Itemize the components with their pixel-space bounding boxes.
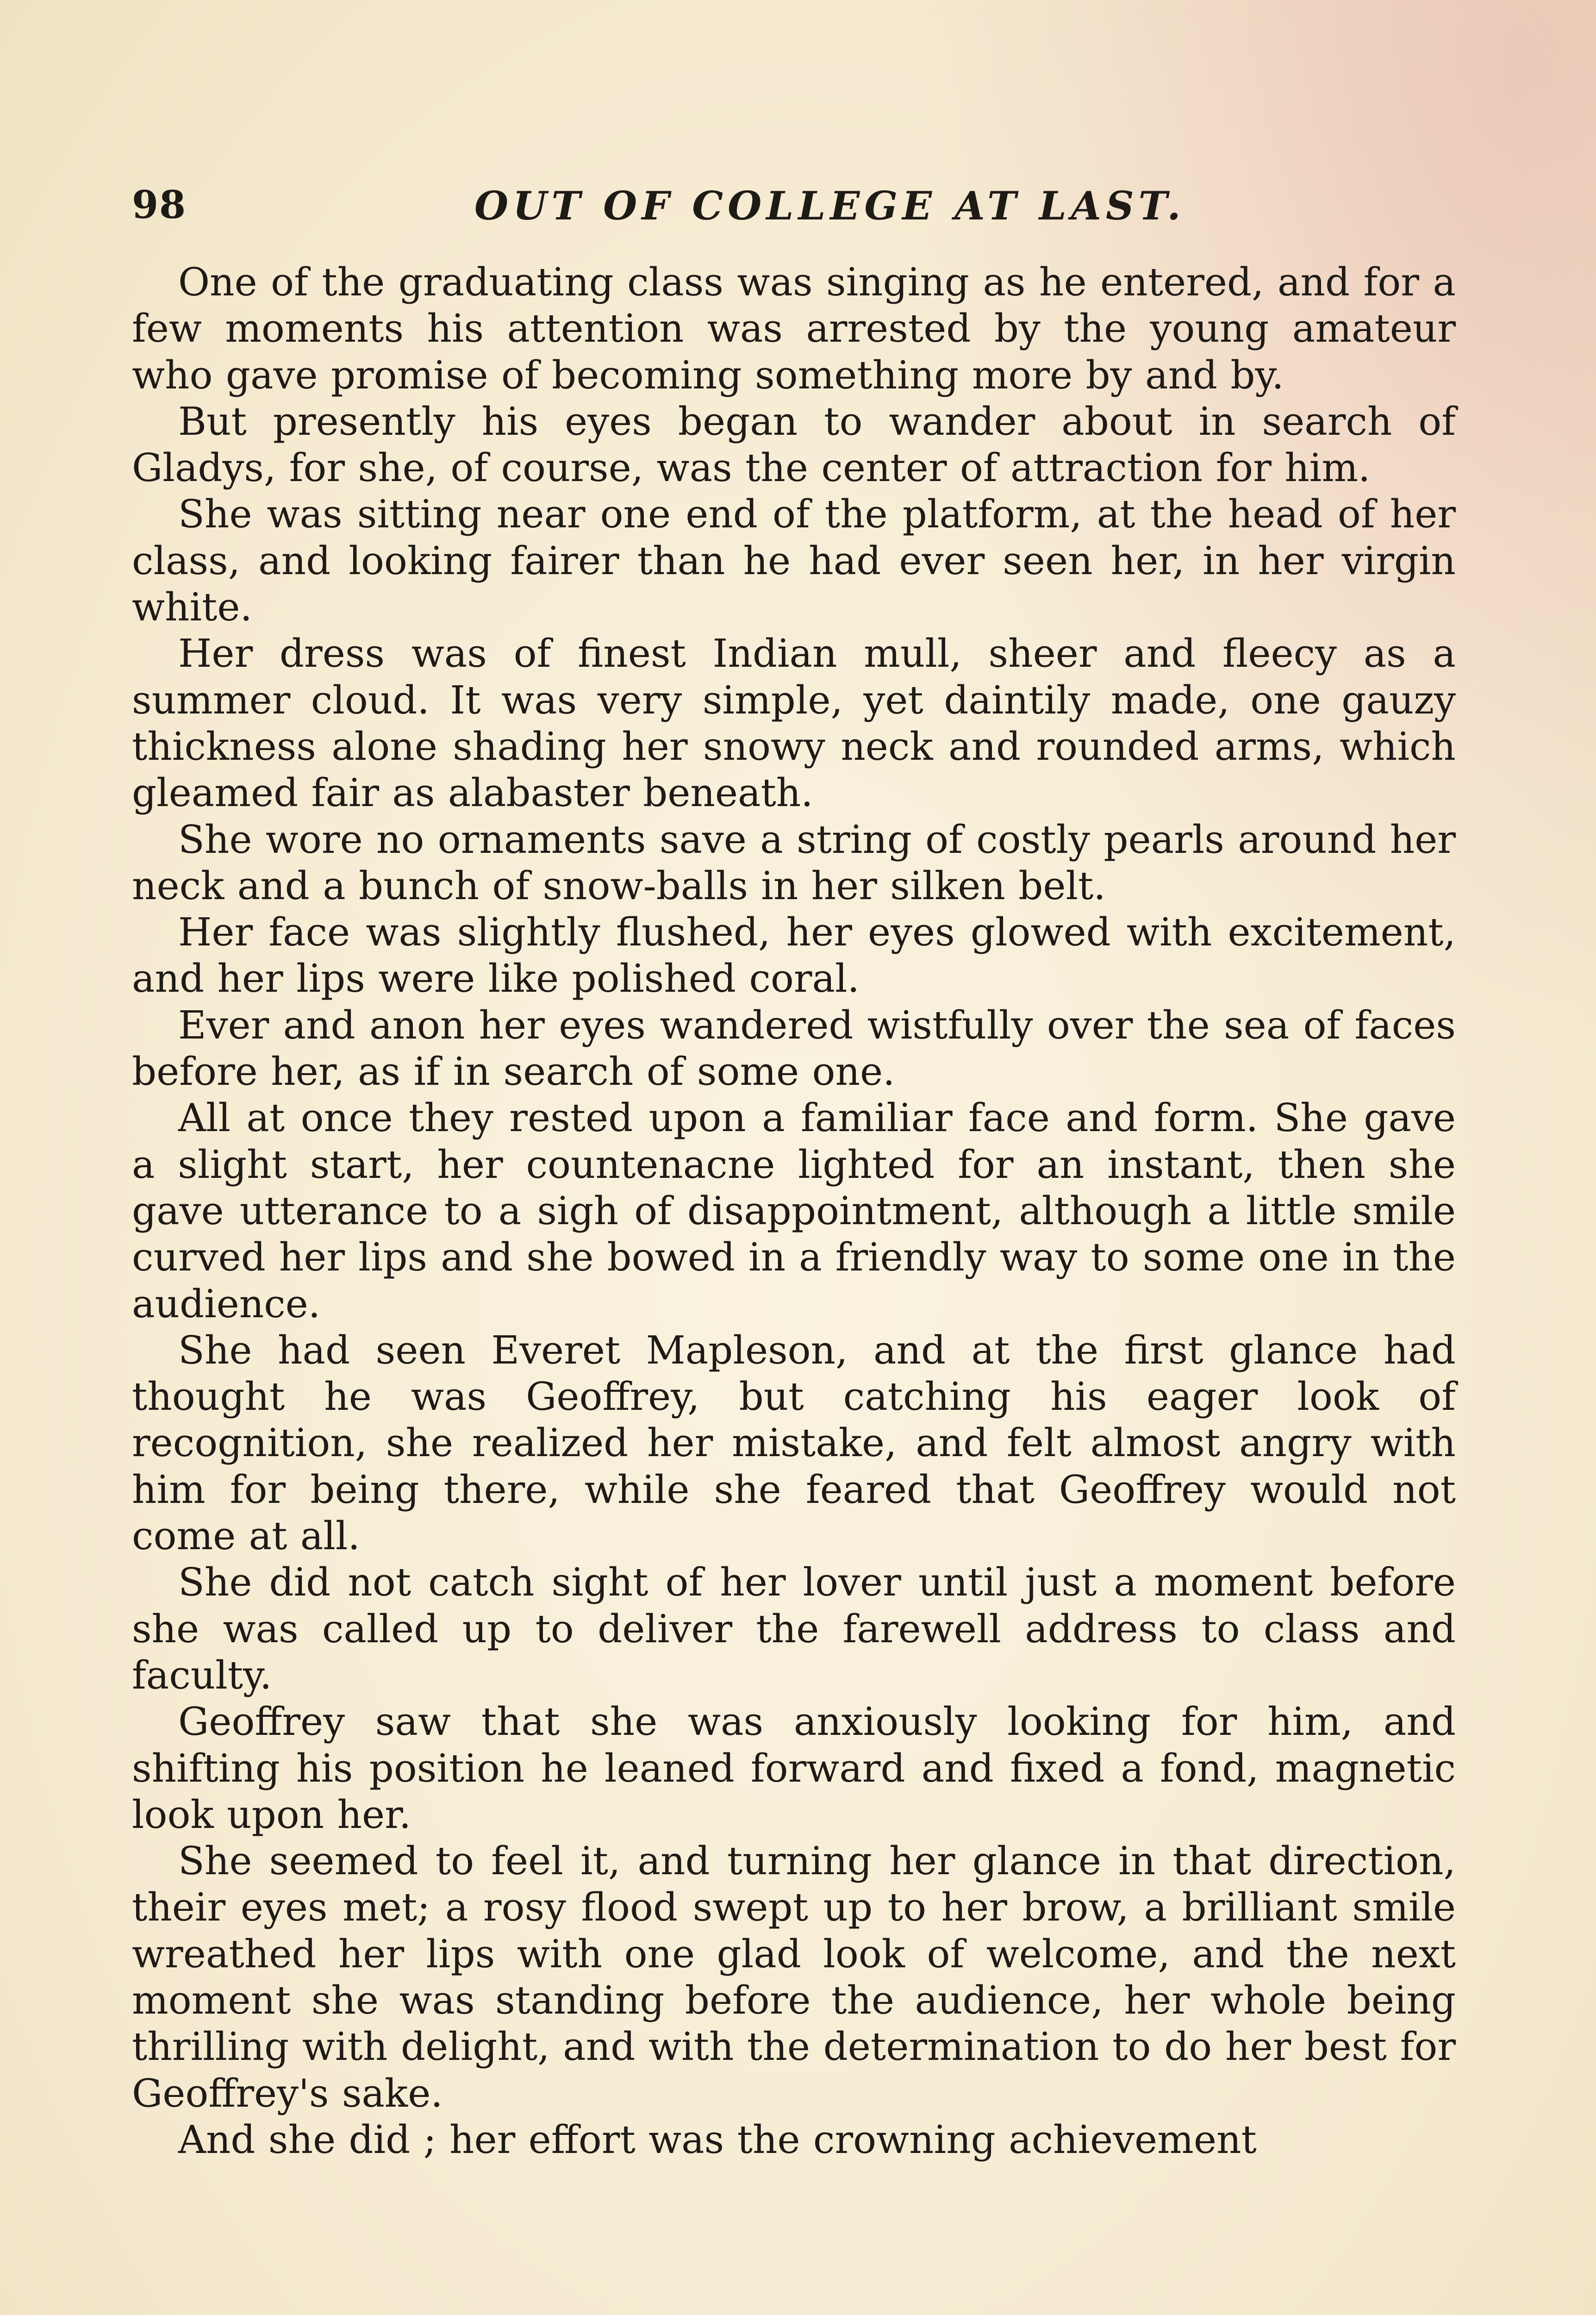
paragraph: Her face was slightly flushed, her eyes glowed with excitement, and her lips were like polished coral. [132,910,1456,1001]
paragraph: She did not catch sight of her lover until just a moment before she was called up to deliver the farewell address to class and faculty. [132,1560,1456,1698]
running-title: OUT OF COLLEGE AT LAST. [474,183,1185,229]
paragraph: Ever and anon her eyes wandered wistfully over the sea of faces before her, as if in search of some one. [132,1002,1456,1095]
paragraph: One of the graduating class was singing as he entered, and for a few moments his attention was arrested by the young amateur who gave promise of becoming something more by and by. [132,260,1456,398]
paragraph: She wore no ornaments save a string of costly pearls around her neck and a bunch of snow-balls in her silken belt. [132,817,1456,908]
paragraph: She was sitting near one end of the platform, at the head of her class, and looking fairer than he had ever seen her, in her virgin white. [132,492,1456,630]
paragraph: She had seen Everet Mapleson, and at the first glance had thought he was Geoffrey, but catching his eager look of recognition, she realized her mistake, and felt almost angry with him for being there, while she feared that Geoffrey would not come at all. [132,1327,1456,1559]
paragraph: And she did ; her effort was the crowning achievement [178,2117,1257,2162]
paragraph: All at once they rested upon a familiar face and form. She gave a slight start, her countenacne lighted for an instant, then she gave utterance to a sigh of disappointment, although a little smile curved her lips and she bowed in a friendly way to some one in the audience. [132,1095,1456,1326]
paragraph: But presently his eyes began to wander about in search of Gladys, for she, of course, was the center of attraction for him. [132,399,1456,491]
page-number: 98 [132,183,187,227]
paragraph: Her dress was of finest Indian mull, sheer and fleecy as a summer cloud. It was very simple, yet daintily made, one gauzy thickness alone shading her snowy neck and rounded arms, which gleamed fair as alabaster beneath. [132,631,1456,816]
body-text [132,259,1456,2163]
paragraph: She seemed to feel it, and turning her glance in that direction, their eyes met; a rosy flood swept up to her brow, a brilliant smile wreathed her lips with one glad look of welcome, and the next moment she was standing before the audience, her whole being thrilling with delight, and with the determination to do her best for Geoffrey's sake. [132,1839,1456,2116]
page-header [132,169,1456,238]
paragraph: Geoffrey saw that she was anxiously looking for him, and shifting his position he leaned forward and fixed a fond, magnetic look upon her. [132,1699,1456,1837]
